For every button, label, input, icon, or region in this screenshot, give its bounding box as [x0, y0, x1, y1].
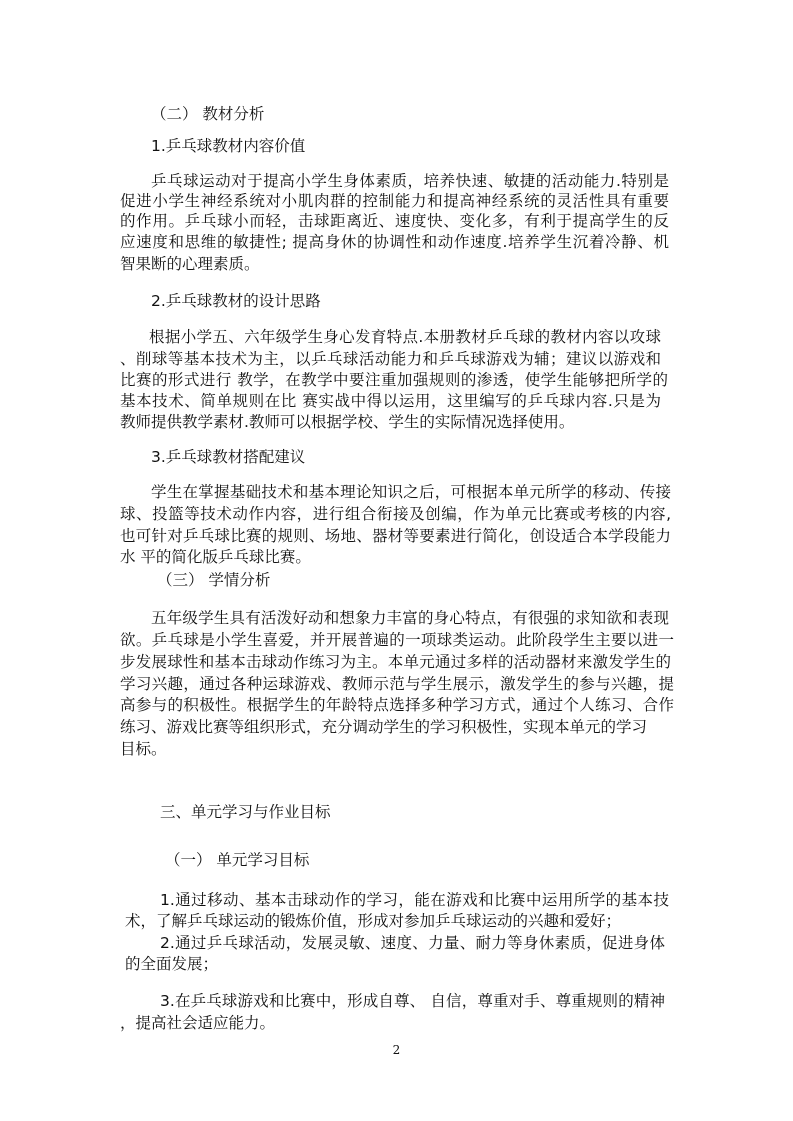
paragraph-line: 球、投篮等技术动作内容，进行组合衔接及创编，作为单元比赛或考核的内容, — [120, 505, 671, 523]
paragraph-line: 目标。 — [120, 740, 167, 758]
paragraph-line: 乒乓球运动对于提高小学生身体素质，培养快速、敏捷的活动能力.特别是 — [151, 172, 669, 190]
paragraph-line: 学生在掌握基础技术和基本理论知识之后，可根据本单元所学的移动、传接 — [151, 483, 671, 501]
paragraph-line: 练习、游戏比赛等组织形式，充分调动学生的学习积极性，实现本单元的学习 — [120, 718, 648, 736]
part-heading-unit-goals: 三、单元学习与作业目标 — [160, 803, 331, 821]
section-heading-learning-goals: （一） 单元学习目标 — [165, 851, 310, 869]
paragraph-line: 高参与的积极性。根据学生的年龄特点选择多种学习方式，通过个人练习、合作 — [120, 696, 674, 714]
goal-line: 1.通过移动、基本击球动作的学习，能在游戏和比赛中运用所学的基本技 — [160, 891, 669, 909]
paragraph-line: 智果断的心理素质。 — [120, 255, 260, 273]
paragraph-line: 、削球等基本技术为主，以乒乓球活动能力和乒乓球游戏为辅；建议以游戏和 — [120, 350, 661, 368]
subsection-title-design-idea: 2.乒乓球教材的设计思路 — [151, 292, 321, 310]
goal-line: 3.在乒乓球游戏和比赛中，形成自尊、 自信，尊重对手、尊重规则的精神 — [160, 992, 665, 1010]
paragraph-line: 基本技术、简单规则在比 赛实战中得以运用，这里编写的乒乓球内容.只是为 — [120, 392, 661, 410]
section-heading-student-analysis: （三） 学情分析 — [157, 571, 271, 589]
paragraph-line: 促进小学生神经系统对小肌肉群的控制能力和提高神经系统的灵活性具有重要 — [120, 192, 669, 210]
page-number: 2 — [392, 1043, 401, 1057]
paragraph-line: 教师提供教学素材.教师可以根据学校、学生的实际情况选择使用。 — [120, 413, 575, 431]
paragraph-line: 应速度和思维的敏捷性; 提高身休的协调性和动作速度.培养学生沉着冷静、机 — [120, 233, 669, 251]
paragraph-line: 也可针对乒乓球比赛的规则、场地、器材等要素进行简化，创设适合本学段能力 — [120, 527, 671, 545]
paragraph-line: 五年级学生具有活泼好动和想象力丰富的身心特点，有很强的求知欲和表现 — [151, 609, 669, 627]
subsection-title-content-value: 1.乒乓球教材内容价值 — [151, 137, 306, 155]
goal-line: ，提高社会适应能力。 — [120, 1014, 276, 1032]
paragraph-line: 的作用。乒乓球小而轻，击球距离近、速度快、变化多，有利于提高学生的反 — [120, 212, 669, 230]
paragraph-line: 学习兴趣，通过各种运球游戏、教师示范与学生展示，激发学生的参与兴趣，提 — [120, 675, 674, 693]
section-heading-textbook-analysis: （二） 教材分析 — [151, 105, 265, 123]
paragraph-line: 根据小学五、六年级学生身心发育特点.本册教材乒乓球的教材内容以攻球 — [149, 328, 661, 346]
subsection-title-pairing-suggestion: 3.乒乓球教材搭配建议 — [151, 448, 306, 466]
goal-line: 的全面发展； — [125, 955, 219, 973]
paragraph-line: 比赛的形式进行 教学，在教学中要注重加强规则的渗透，使学生能够把所学的 — [120, 371, 668, 389]
goal-line: 2.通过乒乓球活动，发展灵敏、速度、力量、耐力等身休素质，促进身体 — [160, 934, 665, 952]
goal-line: 术，了解乒乓球运动的锻炼价值，形成对参加乒乓球运动的兴趣和爱好； — [125, 912, 622, 930]
paragraph-line: 步发展球性和基本击球动作练习为主。本单元通过多样的活动器材来激发学生的 — [120, 653, 671, 671]
paragraph-line: 水 平的简化版乒乓球比赛。 — [120, 548, 311, 566]
paragraph-line: 欲。乒乓球是小学生喜爱，并开展普遍的一项球类运动。此阶段学生主要以进一 — [120, 631, 674, 649]
